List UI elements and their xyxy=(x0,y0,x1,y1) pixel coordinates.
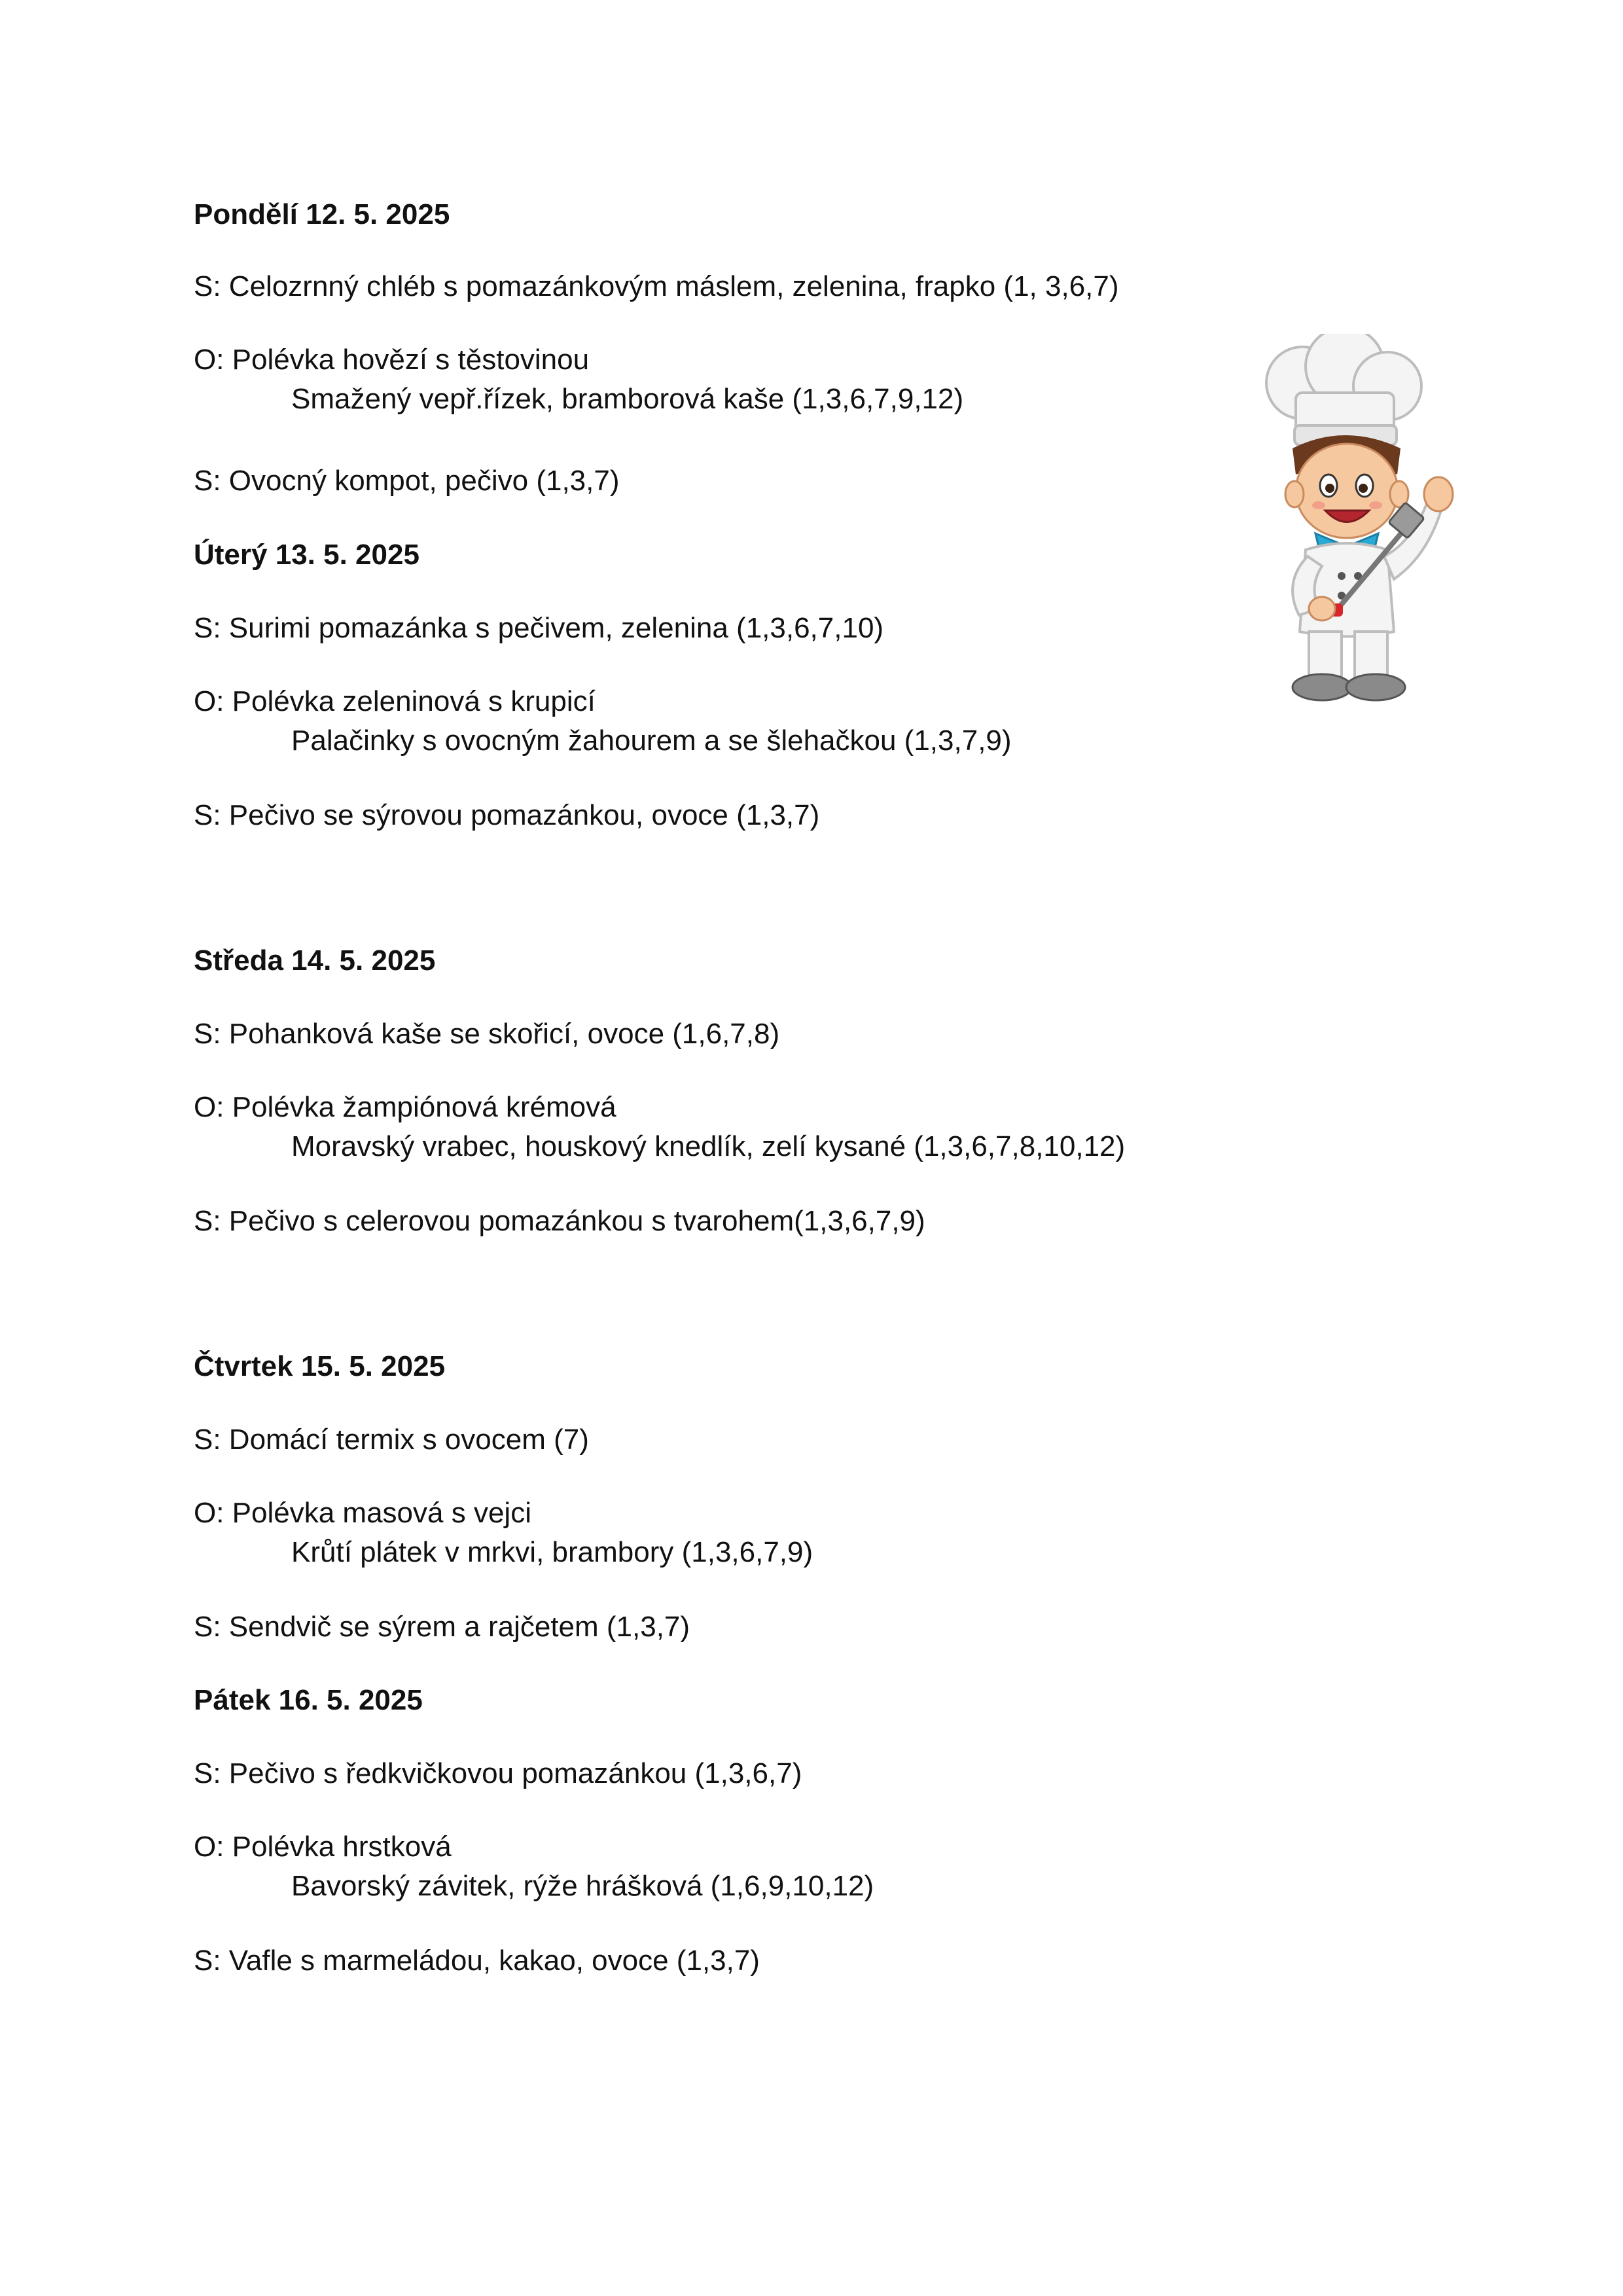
tuesday-lunch-main: Palačinky s ovocným žahourem a se šlehačkou (1,3,7,9) xyxy=(291,725,1012,757)
monday-lunch-soup: O: Polévka hovězí s těstovinou xyxy=(194,344,590,376)
chef-icon xyxy=(1230,334,1466,707)
day-title-thursday: Čtvrtek 15. 5. 2025 xyxy=(194,1350,446,1382)
friday-morning-snack: S: Pečivo s ředkvičkovou pomazánkou (1,3,6,7) xyxy=(194,1757,802,1789)
thursday-morning-snack: S: Domácí termix s ovocem (7) xyxy=(194,1424,589,1456)
day-title-tuesday: Úterý 13. 5. 2025 xyxy=(194,539,419,571)
thursday-lunch-main: Krůtí plátek v mrkvi, brambory (1,3,6,7,9) xyxy=(291,1536,813,1568)
wednesday-lunch-soup: O: Polévka žampiónová krémová xyxy=(194,1091,616,1123)
monday-lunch-main: Smažený vepř.řízek, bramborová kaše (1,3,6,7,9,12) xyxy=(291,383,964,415)
wednesday-morning-snack: S: Pohanková kaše se skořicí, ovoce (1,6,7,8) xyxy=(194,1018,780,1050)
day-title-friday: Pátek 16. 5. 2025 xyxy=(194,1684,423,1716)
day-title-monday: Pondělí 12. 5. 2025 xyxy=(194,198,450,230)
thursday-lunch-soup: O: Polévka masová s vejci xyxy=(194,1497,531,1529)
wednesday-afternoon-snack: S: Pečivo s celerovou pomazánkou s tvarohem(1,3,6,7,9) xyxy=(194,1205,925,1237)
tuesday-afternoon-snack: S: Pečivo se sýrovou pomazánkou, ovoce (1,3,7) xyxy=(194,799,820,831)
monday-afternoon-snack: S: Ovocný kompot, pečivo (1,3,7) xyxy=(194,465,620,497)
wednesday-lunch-main: Moravský vrabec, houskový knedlík, zelí kysané (1,3,6,7,8,10,12) xyxy=(291,1130,1126,1162)
thursday-afternoon-snack: S: Sendvič se sýrem a rajčetem (1,3,7) xyxy=(194,1611,690,1643)
tuesday-lunch-soup: O: Polévka zeleninová s krupicí xyxy=(194,685,596,717)
tuesday-morning-snack: S: Surimi pomazánka s pečivem, zelenina (1,3,6,7,10) xyxy=(194,612,884,644)
friday-afternoon-snack: S: Vafle s marmeládou, kakao, ovoce (1,3,7) xyxy=(194,1945,760,1977)
day-title-wednesday: Středa 14. 5. 2025 xyxy=(194,944,436,977)
monday-morning-snack: S: Celozrnný chléb s pomazánkovým máslem, zelenina, frapko (1, 3,6,7) xyxy=(194,270,1119,302)
friday-lunch-soup: O: Polévka hrstková xyxy=(194,1831,452,1863)
friday-lunch-main: Bavorský závitek, rýže hrášková (1,6,9,10,12) xyxy=(291,1870,874,1902)
